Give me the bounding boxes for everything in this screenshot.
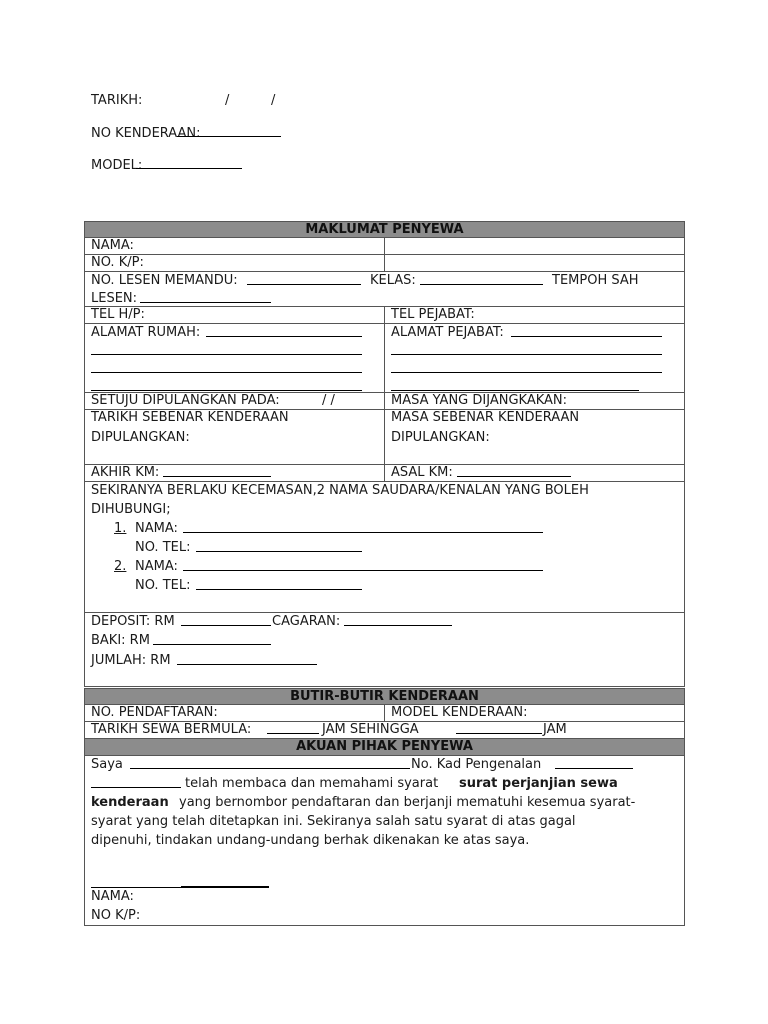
item-1-number: 1. bbox=[114, 521, 127, 536]
km-row bbox=[85, 465, 684, 482]
item-2-number: 2. bbox=[114, 559, 127, 574]
setuju-label: SETUJU DIPULANGKAN PADA: bbox=[91, 393, 280, 408]
kelas-line[interactable] bbox=[420, 273, 543, 285]
nama-value[interactable] bbox=[385, 238, 684, 254]
alamat-pejabat-line-1[interactable] bbox=[511, 325, 662, 337]
akhir-km-label: AKHIR KM: bbox=[91, 465, 160, 480]
akuan-line-2a: telah membaca dan memahami syarat bbox=[185, 776, 439, 791]
item-1-tel-label: NO. TEL: bbox=[135, 540, 191, 555]
alamat-rumah-label: ALAMAT RUMAH: bbox=[91, 325, 201, 340]
sebenar-row bbox=[85, 410, 684, 465]
akhir-km-cell bbox=[85, 465, 385, 481]
akuan-line-3-rest: yang bernombor pendaftaran dan berjanji mematuhi kesemua syarat- bbox=[179, 795, 636, 810]
asal-km-line[interactable] bbox=[457, 465, 571, 477]
masa-sebenar-cell bbox=[385, 410, 684, 464]
akuan-header: AKUAN PIHAK PENYEWA bbox=[85, 739, 684, 756]
alamat-pejabat-cell bbox=[385, 324, 684, 392]
tarikh-field bbox=[91, 93, 276, 108]
jam-line[interactable] bbox=[456, 722, 542, 734]
akuan-no-kp-label: NO K/P: bbox=[91, 908, 141, 923]
baki-line[interactable] bbox=[153, 633, 271, 645]
signature-line-2[interactable] bbox=[181, 876, 269, 888]
item-2-nama-line[interactable] bbox=[183, 559, 543, 571]
lesen-label: LESEN: bbox=[91, 291, 138, 306]
tarikh-sebenar-cell bbox=[85, 410, 385, 464]
alamat-pejabat-line-2[interactable] bbox=[391, 343, 662, 355]
deposit-label: DEPOSIT: RM bbox=[91, 614, 175, 629]
masa-sebenar-label-1: MASA SEBENAR KENDERAAN bbox=[391, 410, 580, 425]
akuan-cell bbox=[85, 756, 684, 925]
no-pendaftaran-label: NO. PENDAFTARAN: bbox=[85, 705, 385, 721]
akuan-line-5: dipenuhi, tindakan undang-undang berhak dikenakan ke atas saya. bbox=[91, 833, 530, 848]
alamat-pejabat-line-3[interactable] bbox=[391, 361, 662, 373]
masa-dijangka-label: MASA YANG DIJANGKAKAN: bbox=[391, 393, 568, 408]
setuju-slashes: / / bbox=[322, 393, 335, 408]
no-kad-line[interactable] bbox=[555, 757, 633, 769]
cagaran-label: CAGARAN: bbox=[272, 614, 341, 629]
kelas-label: KELAS: bbox=[370, 273, 416, 288]
no-kad-line-2[interactable] bbox=[91, 776, 181, 788]
alamat-pejabat-label: ALAMAT PEJABAT: bbox=[391, 325, 504, 340]
tel-row bbox=[85, 307, 684, 324]
model-kenderaan-label: MODEL KENDERAAN: bbox=[391, 705, 528, 720]
kecemasan-label-1: SEKIRANYA BERLAKU KECEMASAN,2 NAMA SAUDARA/KENALAN YANG BOLEH bbox=[91, 483, 589, 498]
no-kad-label: No. Kad Pengenalan bbox=[411, 757, 542, 772]
bayaran-row bbox=[85, 613, 684, 687]
tarikh-sewa-label: TARIKH SEWA BERMULA: bbox=[91, 722, 252, 737]
no-lesen-label: NO. LESEN MEMANDU: bbox=[91, 273, 238, 288]
akuan-line-4: syarat yang telah ditetapkan ini. Sekiranya salah satu syarat di atas gagal bbox=[91, 814, 576, 829]
kecemasan-cell bbox=[85, 482, 684, 612]
jam-sehingga-label: JAM SEHINGGA bbox=[322, 722, 419, 737]
lesen-line[interactable] bbox=[140, 291, 271, 303]
item-1-nama-line[interactable] bbox=[183, 521, 543, 533]
asal-km-label: ASAL KM: bbox=[391, 465, 453, 480]
saya-line[interactable] bbox=[130, 757, 410, 769]
lesen-row bbox=[85, 272, 684, 307]
butir-kenderaan-table bbox=[84, 688, 685, 926]
tempoh-sah-label: TEMPOH SAH bbox=[552, 273, 639, 288]
pendaftaran-row bbox=[85, 705, 684, 722]
item-2-nama-label: NAMA: bbox=[135, 559, 178, 574]
maklumat-penyewa-table bbox=[84, 221, 685, 687]
cagaran-line[interactable] bbox=[344, 614, 452, 626]
alamat-rumah-line-4[interactable] bbox=[91, 379, 362, 391]
jumlah-line[interactable] bbox=[177, 653, 317, 665]
kecemasan-row bbox=[85, 482, 684, 613]
model-label: MODEL: bbox=[91, 158, 143, 173]
alamat-rumah-line-1[interactable] bbox=[206, 325, 362, 337]
maklumat-penyewa-header: MAKLUMAT PENYEWA bbox=[85, 221, 684, 238]
alamat-pejabat-line-4[interactable] bbox=[391, 379, 639, 391]
nama-row bbox=[85, 238, 684, 255]
tarikh-sebenar-label-1: TARIKH SEBENAR KENDERAAN bbox=[91, 410, 289, 425]
asal-km-cell bbox=[385, 465, 684, 481]
signature-line-1[interactable] bbox=[91, 876, 181, 888]
lesen-cell bbox=[85, 272, 684, 306]
akuan-body bbox=[85, 756, 684, 926]
tarikh-sebenar-label-2: DIPULANGKAN: bbox=[91, 430, 190, 445]
no-lesen-line[interactable] bbox=[247, 273, 361, 285]
no-kenderaan-line[interactable] bbox=[177, 125, 281, 137]
jam-label: JAM bbox=[543, 722, 567, 737]
no-kenderaan-label: NO KENDERAAN: bbox=[91, 126, 201, 141]
setuju-cell bbox=[85, 393, 385, 409]
masa-sebenar-label-2: DIPULANGKAN: bbox=[391, 430, 490, 445]
jumlah-label: JUMLAH: RM bbox=[91, 653, 171, 668]
tarikh-label: TARIKH: bbox=[91, 93, 143, 108]
tarikh-slash-1: / bbox=[225, 93, 230, 108]
akuan-line-3-bold: kenderaan bbox=[91, 795, 169, 810]
model-line[interactable] bbox=[136, 157, 242, 169]
akuan-nama-label: NAMA: bbox=[91, 889, 134, 904]
kecemasan-label-2: DIHUBUNGI; bbox=[91, 502, 171, 517]
item-1-tel-line[interactable] bbox=[196, 540, 362, 552]
item-2-tel-line[interactable] bbox=[196, 578, 362, 590]
no-kenderaan-field[interactable] bbox=[91, 125, 281, 141]
deposit-line[interactable] bbox=[181, 614, 271, 626]
butir-kenderaan-header: BUTIR-BUTIR KENDERAAN bbox=[85, 688, 684, 705]
alamat-rumah-cell bbox=[85, 324, 385, 392]
alamat-rumah-line-3[interactable] bbox=[91, 361, 362, 373]
baki-label: BAKI: RM bbox=[91, 633, 150, 648]
item-1-nama-label: NAMA: bbox=[135, 521, 178, 536]
item-2-tel-label: NO. TEL: bbox=[135, 578, 191, 593]
tarikh-sewa-line[interactable] bbox=[267, 722, 319, 734]
tarikh-slash-2: / bbox=[271, 93, 276, 108]
model-field[interactable] bbox=[91, 157, 242, 173]
alamat-rumah-line-2[interactable] bbox=[91, 343, 362, 355]
setuju-row bbox=[85, 393, 684, 410]
no-kp-value[interactable] bbox=[385, 255, 684, 271]
tarikh-sewa-row bbox=[85, 722, 684, 739]
tel-hp-label: TEL H/P: bbox=[85, 307, 385, 323]
no-kp-row bbox=[85, 255, 684, 272]
no-kp-label: NO. K/P: bbox=[85, 255, 385, 271]
akuan-line-2-bold: surat perjanjian sewa bbox=[459, 776, 618, 791]
bayaran-cell bbox=[85, 613, 684, 686]
alamat-row bbox=[85, 324, 684, 393]
nama-label: NAMA: bbox=[85, 238, 385, 254]
akhir-km-line[interactable] bbox=[163, 465, 271, 477]
saya-label: Saya bbox=[91, 757, 123, 772]
tel-pejabat-label: TEL PEJABAT: bbox=[391, 307, 475, 322]
tarikh-sewa-cell bbox=[85, 722, 684, 738]
